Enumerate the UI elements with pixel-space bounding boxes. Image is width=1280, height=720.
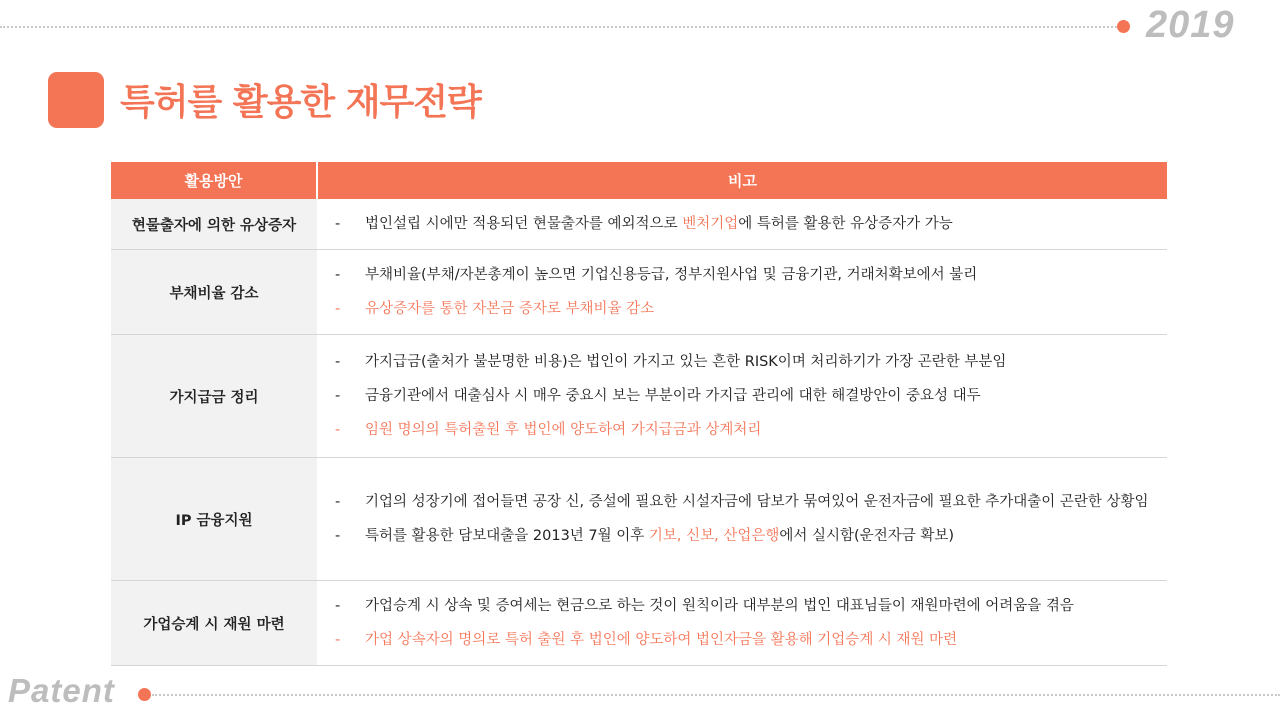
row-label: 부채비율 감소 bbox=[111, 250, 317, 335]
list-item bbox=[335, 345, 1157, 379]
list-item bbox=[335, 379, 1157, 413]
row-label: 가업승계 시 재원 마련 bbox=[111, 581, 317, 666]
bullet-dash: - bbox=[335, 422, 341, 438]
table-row bbox=[111, 335, 1167, 458]
highlight-text: 기보, 신보, 산업은행 bbox=[648, 528, 780, 544]
table-header-row bbox=[111, 162, 1167, 199]
table-row bbox=[111, 250, 1167, 335]
bullet-dash: - bbox=[335, 354, 341, 370]
item-text: 부채비율(부채/자본총계이 높으면 기업신용등급, 정부지원사업 및 금융기관, 거래처확보에서 불리 bbox=[365, 267, 978, 283]
row-remarks bbox=[317, 581, 1167, 666]
row-remarks bbox=[317, 250, 1167, 335]
item-text bbox=[365, 519, 954, 553]
top-dotted-line bbox=[0, 26, 1120, 28]
item-text: 임원 명의의 특허출원 후 법인에 양도하여 가지급금과 상계처리 bbox=[365, 422, 762, 438]
header-method: 활용방안 bbox=[111, 162, 317, 199]
text-segment: 에 특허를 활용한 유상증자가 가능 bbox=[738, 216, 953, 232]
row-remarks bbox=[317, 458, 1167, 581]
bullet-dash: - bbox=[335, 388, 341, 404]
list-item bbox=[335, 258, 1157, 292]
page-title: 특허를 활용한 재무전략 bbox=[120, 82, 481, 123]
row-label: 현물출자에 의한 유상증자 bbox=[111, 199, 317, 250]
title-accent-block bbox=[48, 72, 104, 128]
table-row bbox=[111, 199, 1167, 250]
strategy-table bbox=[111, 162, 1167, 666]
list-item-highlight bbox=[335, 292, 1157, 326]
text-segment: 특허를 활용한 담보대출을 2013년 7월 이후 bbox=[365, 528, 649, 544]
list-item bbox=[335, 485, 1157, 519]
item-text: 가업승계 시 상속 및 증여세는 현금으로 하는 것이 원칙이라 대부분의 법인 대표님들이 재원마련에 어려움을 겪음 bbox=[365, 598, 1074, 614]
bullet-dash: - bbox=[335, 494, 341, 510]
bottom-accent-dot bbox=[138, 688, 151, 701]
list-item bbox=[335, 589, 1157, 623]
top-accent-dot bbox=[1117, 20, 1130, 33]
highlight-text: 벤처기업 bbox=[682, 216, 739, 232]
bullet-dash: - bbox=[335, 632, 341, 648]
item-text: 유상증자를 통한 자본금 증자로 부채비율 감소 bbox=[365, 301, 655, 317]
item-text: 가업 상속자의 명의로 특허 출원 후 법인에 양도하여 법인자금을 활용해 기업승계 시 재원 마련 bbox=[365, 632, 958, 648]
bullet-dash: - bbox=[335, 528, 341, 544]
item-text: 가지급금(출처가 불분명한 비용)은 법인이 가지고 있는 흔한 RISK이며 처리하기가 가장 곤란한 부분임 bbox=[365, 354, 1007, 370]
bullet-dash: - bbox=[335, 267, 341, 283]
list-item bbox=[335, 519, 1157, 553]
list-item-highlight bbox=[335, 413, 1157, 447]
year-label: 2019 bbox=[1146, 4, 1235, 46]
item-text: 기업의 성장기에 접어들면 공장 신, 증설에 필요한 시설자금에 담보가 묶여있어 운전자금에 필요한 추가대출이 곤란한 상황임 bbox=[365, 494, 1149, 510]
table-row bbox=[111, 458, 1167, 581]
row-remarks bbox=[317, 335, 1167, 458]
text-segment: 에서 실시함(운전자금 확보) bbox=[779, 528, 954, 544]
bullet-dash: - bbox=[335, 216, 341, 232]
item-text bbox=[365, 207, 953, 241]
row-label: IP 금융지원 bbox=[111, 458, 317, 581]
list-item bbox=[335, 207, 1157, 241]
bullet-dash: - bbox=[335, 598, 341, 614]
table-row bbox=[111, 581, 1167, 666]
header-remarks: 비고 bbox=[317, 162, 1167, 199]
row-remarks bbox=[317, 199, 1167, 250]
list-item-highlight bbox=[335, 623, 1157, 657]
footer-label: Patent bbox=[8, 672, 115, 709]
row-label: 가지급금 정리 bbox=[111, 335, 317, 458]
bullet-dash: - bbox=[335, 301, 341, 317]
bottom-dotted-line bbox=[152, 694, 1280, 696]
text-segment: 법인설립 시에만 적용되던 현물출자를 예외적으로 bbox=[365, 216, 683, 232]
item-text: 금융기관에서 대출심사 시 매우 중요시 보는 부분이라 가지급 관리에 대한 해결방안이 중요성 대두 bbox=[365, 388, 981, 404]
